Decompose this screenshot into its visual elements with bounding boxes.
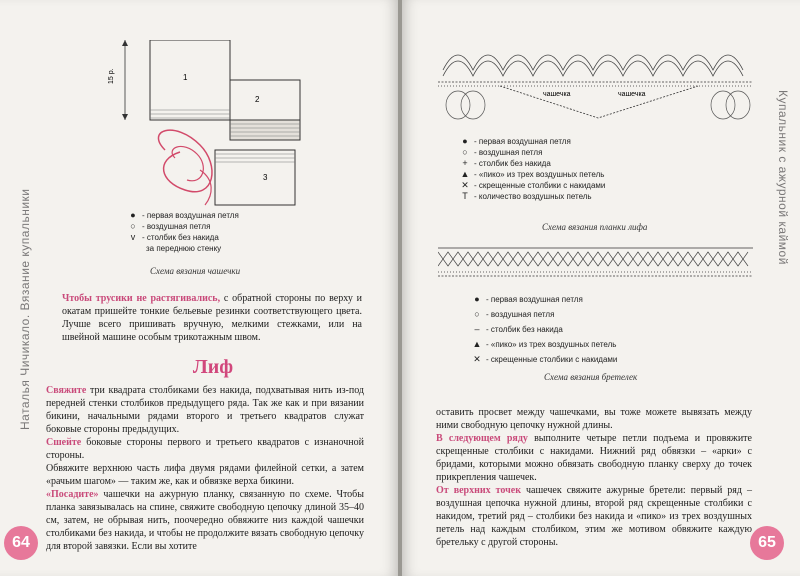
open-circle-icon: ○: [130, 221, 136, 231]
paragraph-lead: В следующем ряду: [436, 433, 528, 444]
legend-text: - воздушная петля: [474, 148, 543, 157]
legend-text: - столбик без накида: [142, 233, 219, 242]
left-page-number: 64: [4, 526, 38, 560]
right-body-text: [436, 406, 752, 549]
intro-paragraph: [62, 292, 362, 344]
left-diagram-caption: Схема вязания чашечки: [150, 266, 241, 276]
chart-label-cup: чашечка: [543, 91, 571, 98]
cross-mark-icon: ✕: [461, 180, 469, 190]
cross-mark-icon: ✕: [473, 354, 481, 364]
paragraph: [46, 462, 364, 488]
left-running-head: Наталья Чичикало. Вязание купальники: [18, 188, 32, 430]
chart2-caption: Схема вязания бретелек: [544, 372, 638, 382]
legend-text: - «пико» из трех воздушных петель: [474, 170, 605, 179]
diagram-height-label: 15 р.: [108, 68, 115, 84]
paragraph-lead: От верхних точек: [436, 485, 521, 496]
chart2-legend: [472, 292, 617, 367]
section-title: [168, 352, 258, 382]
filled-dot-icon: ●: [474, 294, 480, 304]
paragraph-text: Обвяжите верхнюю часть лифа двумя рядами филейной сетки, а затем «рачьим шагом» — таким же, как и обвязке верха бикини.: [46, 463, 364, 487]
legend-row: [472, 307, 617, 322]
straps-chart: [438, 244, 758, 280]
legend-row: [128, 232, 239, 243]
legend-row: [460, 158, 605, 169]
chart1-legend: [460, 136, 605, 202]
square-2-label: 2: [255, 95, 260, 104]
bra-cup-diagram: [105, 40, 315, 210]
v-mark-icon: v: [130, 232, 136, 242]
paragraph: [436, 406, 752, 432]
legend-text: - столбик без накида: [474, 159, 551, 168]
left-page: [0, 0, 398, 576]
intro-highlight: Чтобы трусики не растягивались,: [62, 293, 221, 304]
legend-text: - первая воздушная петля: [142, 211, 239, 220]
legend-row: [460, 180, 605, 191]
legend-row: [460, 169, 605, 180]
legend-row: [472, 352, 617, 367]
t-mark-icon: Т: [462, 191, 468, 201]
paragraph-text: чашечек свяжите ажурные бретели: первый ряд – воздушная цепочка нужной длины, второй ряд скрещенные столбики с накидом, третий ряд – столбики без накида и «пико» из трех воздушных петель над каждым столбиком, этим же мотивом обвяжите каждую бретельку с другой стороны.: [436, 485, 752, 548]
paragraph-lead: «Посадите»: [46, 489, 99, 500]
legend-row: [128, 243, 239, 254]
dash-mark-icon: –: [474, 324, 480, 334]
section-title-text: Лиф: [192, 355, 234, 378]
right-running-head: Купальник с ажурной каймой: [776, 90, 790, 265]
legend-text: за переднюю стенку: [146, 244, 222, 253]
paragraph: [46, 436, 364, 462]
filled-dot-icon: ●: [130, 210, 136, 220]
paragraph: [436, 432, 752, 484]
paragraph-lead: Свяжите: [46, 385, 87, 396]
legend-row: [460, 191, 605, 202]
legend-row: [472, 322, 617, 337]
paragraph-text: боковые стороны первого и третьего квадратов с изнаночной стороны.: [46, 437, 364, 461]
square-3-label: 3: [263, 173, 268, 182]
intro-text: с обратной стороны по верху и окатам пришейте тонкие бельевые резинки соответствующего цвета. Лучше всего пришивать вручную, мелкими стежками, или на швейной машине особым трикотажным швом.: [62, 293, 362, 343]
legend-row: [460, 147, 605, 158]
paragraph: [46, 488, 364, 553]
legend-row: [128, 210, 239, 221]
plus-mark-icon: +: [462, 158, 468, 168]
right-page: [402, 0, 800, 576]
legend-text: - «пико» из трех воздушных петель: [486, 340, 617, 349]
legend-text: - количество воздушных петель: [474, 192, 592, 201]
chart1-caption: Схема вязания планки лифа: [542, 222, 648, 232]
bra-band-chart: [438, 30, 758, 122]
legend-row: [472, 292, 617, 307]
paragraph: [46, 384, 364, 436]
triangle-icon: ▲: [460, 169, 470, 179]
legend-text: - скрещенные столбики с накидами: [486, 355, 618, 364]
legend-text: - скрещенные столбики с накидами: [474, 181, 606, 190]
paragraph: [436, 484, 752, 549]
left-legend: [128, 210, 239, 254]
paragraph-text: чашечки на ажурную планку, связанную по схеме. Чтобы планка завязывалась на спине, свяжите свободную цепочку длиной 35–40 см, затем, не обрывая нить, поочередно обвяжите низ каждой чашечки столбиками без накида, и чтобы не продолжите вязать свободную цепочку для второй завязки. Если вы хотите: [46, 489, 364, 552]
chart-label-cup: чашечка: [618, 91, 646, 98]
legend-text: - столбик без накида: [486, 325, 563, 334]
left-body-text: [46, 384, 364, 553]
legend-row: [472, 337, 617, 352]
legend-text: - первая воздушная петля: [486, 295, 583, 304]
legend-text: - первая воздушная петля: [474, 137, 571, 146]
open-circle-icon: ○: [462, 147, 468, 157]
open-circle-icon: ○: [474, 309, 480, 319]
right-page-number: 65: [750, 526, 784, 560]
legend-row: [460, 136, 605, 147]
paragraph-text: выполните четыре петли подъема и провяжите скрещенные столбики с накидами. Нижний ряд обвязки – «арки» с бридами, которыми можно обвязать свободную планку сверху до точек прикрепления чашечек.: [436, 433, 752, 483]
legend-row: [128, 221, 239, 232]
square-1-label: 1: [183, 73, 188, 82]
legend-text: - воздушная петля: [486, 310, 555, 319]
filled-dot-icon: ●: [462, 136, 468, 146]
paragraph-text: оставить просвет между чашечками, вы тоже можете вывязать между ними свободную цепочку нужной длины.: [436, 407, 752, 431]
triangle-icon: ▲: [472, 339, 482, 349]
legend-text: - воздушная петля: [142, 222, 211, 231]
paragraph-text: три квадрата столбиками без накида, подхватывая нить из-под передней стенки столбиков предыдущего ряда. Так же как и при вязании бикини, начальными рядами второго и третьего квадратов служат боковые стороны предыдущих.: [46, 385, 364, 435]
paragraph-lead: Сшейте: [46, 437, 82, 448]
